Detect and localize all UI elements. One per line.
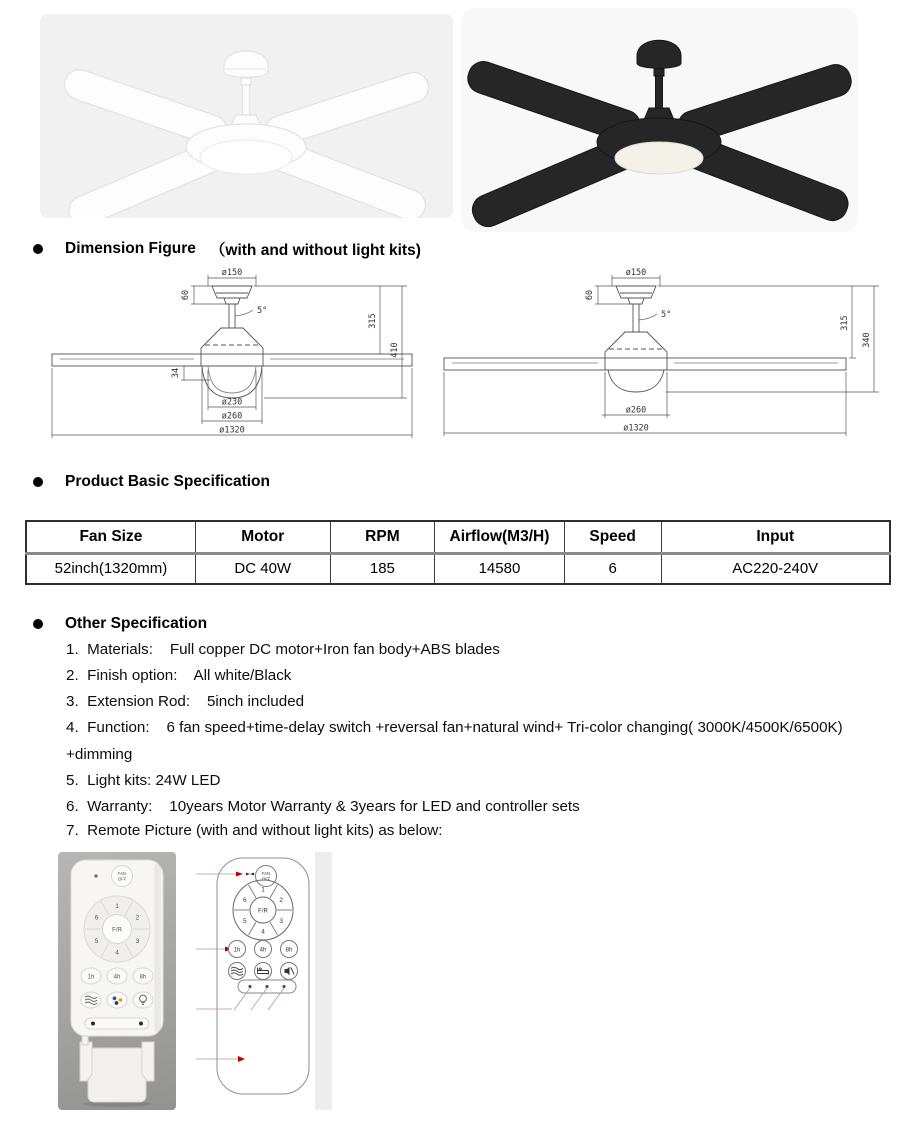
timer-8h: 8h [139,974,147,981]
spec-line-warranty: 6. Warranty: 10years Motor Warranty & 3years for LED and controller sets [66,798,580,815]
col-header-speed: Speed [564,521,661,553]
speed-3: 3 [135,938,140,945]
dim-light-offset: 34 [171,367,181,379]
cell-fan-size: 52inch(1320mm) [26,553,195,584]
dim-canopy-diameter: ø150 [221,268,243,278]
speed-2: 2 [279,897,284,904]
speed-dial [84,896,150,962]
product-image-white-fan [40,14,453,218]
svg-text:OFF: OFF [261,876,271,882]
cell-airflow: 14580 [435,553,565,584]
dim-height-to-blades: 315 [368,313,378,329]
dim-height-to-blades: 315 [840,315,850,331]
timer-1h: 1h [233,947,241,954]
table-row [26,553,890,584]
spec-line-function: 4. Function: 6 fan speed+time-delay switch +reversal fan+natural wind+ Tri-color changing( 3000K/4500K/6500K) [66,719,843,736]
speed-3: 3 [279,918,284,925]
speed-6: 6 [242,897,247,904]
dim-light-diameter: ø230 [221,397,243,408]
speed-5: 5 [242,918,247,925]
dim-total-height: 410 [390,342,400,358]
spec-line-remote-picture: 7. Remote Picture (with and without light kits) as below: [66,822,443,839]
speed-6: 6 [94,914,99,922]
product-image-black-fan [461,8,858,232]
dim-downrod-angle: 5° [257,306,268,316]
dimmer-rocker [238,980,296,993]
dimension-title: Dimension Figure [65,240,196,257]
dim-canopy-height: 60 [585,289,595,301]
timer-8h: 8h [285,947,293,954]
dim-downrod-angle: 5° [661,310,672,320]
speed-2: 2 [135,914,140,922]
bullet-icon [33,244,43,254]
timer-4h: 4h [259,947,267,954]
mode-buttons [81,992,153,1008]
basic-spec-title: Product Basic Specification [65,473,270,490]
spec-line-materials: 1. Materials: Full copper DC motor+Iron fan body+ABS blades [66,641,500,658]
speed-4: 4 [115,949,119,957]
bullet-icon [33,477,43,487]
remote-photo-image [58,852,176,1110]
dim-sweep-diameter: ø1320 [219,425,245,436]
dimension-subtitle: （with and without light kits) [209,242,421,259]
mode-buttons [229,963,298,980]
fan-off-button [256,866,277,887]
dimension-section-heading [33,238,421,260]
timer-4h: 4h [113,974,121,981]
dim-canopy-diameter: ø150 [625,268,647,278]
dim-canopy-height: 60 [181,289,191,301]
col-header-fan-size: Fan Size [26,521,195,553]
other-spec-title: Other Specification [65,615,208,632]
dim-motor-diameter: ø260 [625,405,647,416]
dimension-figure-with-light [42,266,434,451]
speed-1: 1 [261,886,265,894]
other-spec-heading [33,615,207,633]
col-header-input: Input [661,521,890,553]
basic-spec-heading [33,473,270,491]
timer-buttons [81,968,153,984]
speed-4: 4 [261,928,265,936]
speed-dial [233,880,293,940]
spec-line-finish: 2. Finish option: All white/Black [66,667,292,684]
spec-line-dimming: +dimming [66,746,133,763]
timer-1h: 1h [87,974,95,981]
svg-text:F/R: F/R [112,927,122,934]
dim-total-height: 340 [862,332,872,348]
speed-1: 1 [115,903,119,910]
cell-motor: DC 40W [195,553,330,584]
cell-input: AC220-240V [661,553,890,584]
spec-line-light-kits: 5. Light kits: 24W LED [66,772,221,789]
spec-line-extension-rod: 3. Extension Rod: 5inch included [66,693,305,710]
col-header-rpm: RPM [330,521,435,553]
dimension-figure-without-light [436,266,882,451]
speed-5: 5 [94,938,99,945]
table-header-row [26,521,890,553]
svg-text:F/R: F/R [258,908,268,915]
fan-off-button [112,866,133,887]
dimmer-rocker [85,1018,149,1029]
basic-spec-table [25,520,891,585]
svg-text:OFF: OFF [117,876,127,882]
black-fan-illustration [461,8,858,232]
indicator-led-icon [94,874,97,877]
cell-rpm: 185 [330,553,435,584]
dim-sweep-diameter: ø1320 [623,423,649,434]
dim-motor-diameter: ø260 [221,411,243,422]
svg-text:FAN: FAN [117,871,127,876]
white-fan-illustration [40,14,453,218]
bullet-icon [33,619,43,629]
cell-speed: 6 [564,553,661,584]
remote-drawing-image [196,852,332,1110]
col-header-motor: Motor [195,521,330,553]
col-header-airflow: Airflow(M3/H) [435,521,565,553]
wall-mount-bracket [80,1036,154,1107]
svg-text:FAN: FAN [261,871,271,876]
